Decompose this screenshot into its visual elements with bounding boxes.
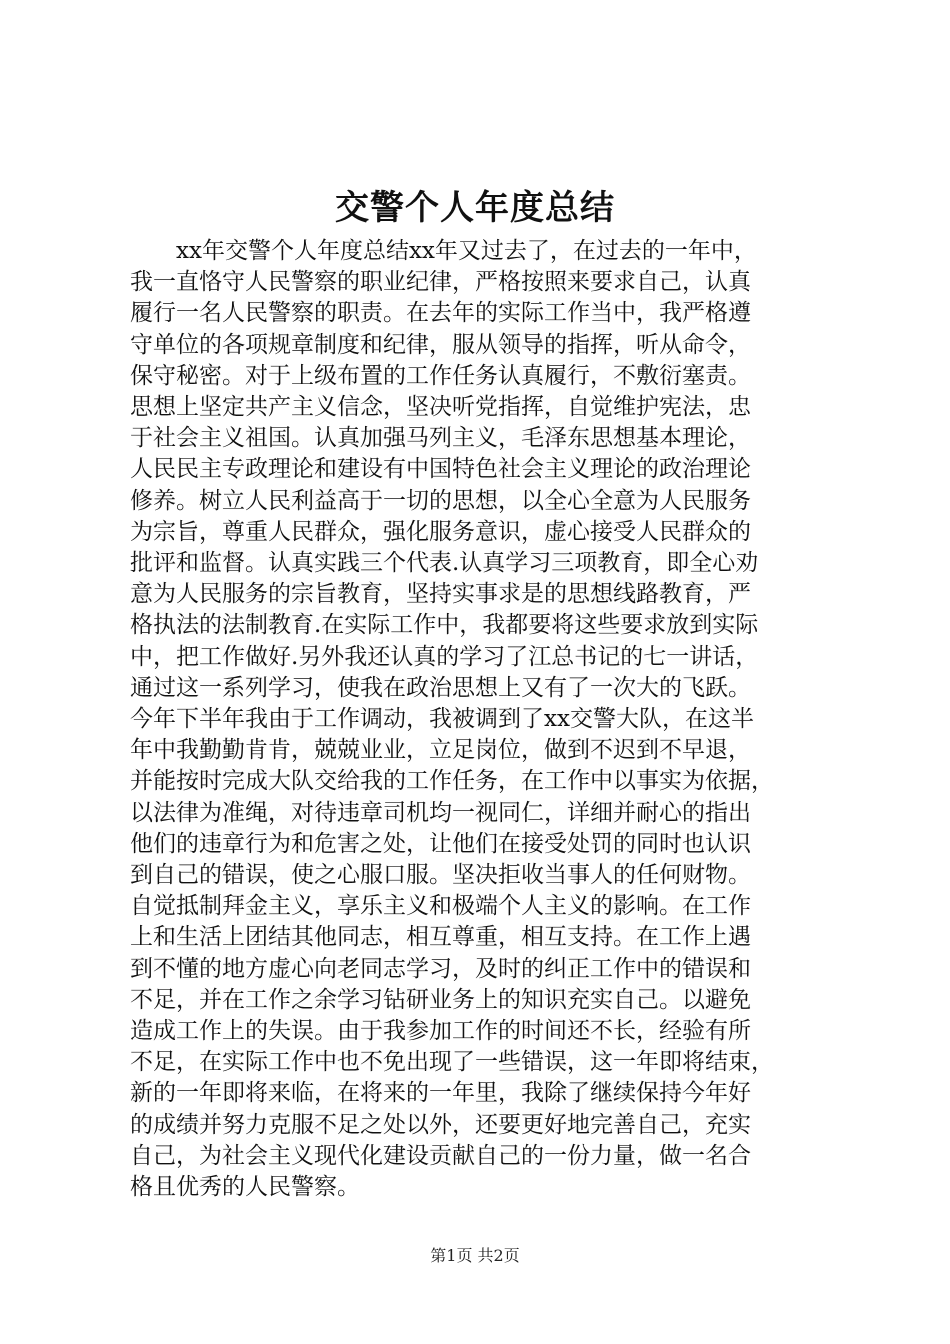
body-line: 守单位的各项规章制度和纪律，服从领导的指挥，听从命令， bbox=[130, 331, 751, 358]
body-line: 他们的违章行为和危害之处，让他们在接受处罚的同时也认识 bbox=[130, 830, 751, 857]
body-line: 为宗旨，尊重人民群众，强化服务意识，虚心接受人民群众的 bbox=[130, 518, 751, 545]
body-line: 并能按时完成大队交给我的工作任务，在工作中以事实为依据， bbox=[130, 768, 774, 795]
body-line: xx年交警个人年度总结xx年又过去了，在过去的一年中， bbox=[130, 238, 757, 264]
body-line: 造成工作上的失误。由于我参加工作的时间还不长，经验有所 bbox=[130, 1018, 751, 1045]
body-line: 我一直恪守人民警察的职业纪律，严格按照来要求自己，认真 bbox=[130, 269, 751, 296]
body-line: 的成绩并努力克服不足之处以外，还要更好地完善自己，充实 bbox=[130, 1111, 751, 1138]
body-line: 不足，在实际工作中也不免出现了一些错误，这一年即将结束， bbox=[130, 1049, 774, 1076]
body-line: 格且优秀的人民警察。 bbox=[130, 1174, 360, 1201]
document-body bbox=[130, 236, 842, 1203]
body-line: 到不懂的地方虚心向老同志学习，及时的纠正工作中的错误和 bbox=[130, 955, 751, 982]
body-line: 修养。树立人民利益高于一切的思想，以全心全意为人民服务 bbox=[130, 487, 751, 514]
body-line: 今年下半年我由于工作调动，我被调到了xx交警大队，在这半 bbox=[130, 706, 754, 733]
body-line: 通过这一系列学习，使我在政治思想上又有了一次大的飞跃。 bbox=[130, 674, 751, 701]
body-line: 履行一名人民警察的职责。在去年的实际工作当中，我严格遵 bbox=[130, 300, 751, 327]
body-line: 自己，为社会主义现代化建设贡献自己的一份力量，做一名合 bbox=[130, 1142, 751, 1169]
body-line: 批评和监督。认真实践三个代表.认真学习三项教育，即全心劝 bbox=[130, 550, 759, 577]
page-indicator: 第1页 共2页 bbox=[430, 1246, 520, 1265]
body-line: 意为人民服务的宗旨教育，坚持实事求是的思想线路教育，严 bbox=[130, 581, 751, 608]
body-line: 年中我勤勤肯肯，兢兢业业，立足岗位，做到不迟到不早退， bbox=[130, 737, 751, 764]
body-line: 格执法的法制教育.在实际工作中，我都要将这些要求放到实际 bbox=[130, 612, 759, 639]
body-line: 到自己的错误，使之心服口服。坚决拒收当事人的任何财物。 bbox=[130, 862, 751, 889]
body-line: 中，把工作做好.另外我还认真的学习了江总书记的七一讲话， bbox=[130, 643, 759, 670]
body-line: 新的一年即将来临，在将来的一年里，我除了继续保持今年好 bbox=[130, 1080, 751, 1107]
body-line: 人民民主专政理论和建设有中国特色社会主义理论的政治理论 bbox=[130, 456, 751, 483]
body-line: 不足，并在工作之余学习钻研业务上的知识充实自己。以避免 bbox=[130, 986, 751, 1013]
body-line: 以法律为准绳，对待违章司机均一视同仁，详细并耐心的指出 bbox=[130, 799, 751, 826]
body-line: 保守秘密。对于上级布置的工作任务认真履行，不敷衍塞责。 bbox=[130, 362, 751, 389]
body-line: 于社会主义祖国。认真加强马列主义，毛泽东思想基本理论， bbox=[130, 425, 751, 452]
body-line: 自觉抵制拜金主义，享乐主义和极端个人主义的影响。在工作 bbox=[130, 893, 751, 920]
body-line: 思想上坚定共产主义信念，坚决听党指挥，自觉维护宪法，忠 bbox=[130, 394, 751, 421]
document-title: 交警个人年度总结 bbox=[335, 188, 615, 228]
body-line: 上和生活上团结其他同志，相互尊重，相互支持。在工作上遇 bbox=[130, 924, 751, 951]
